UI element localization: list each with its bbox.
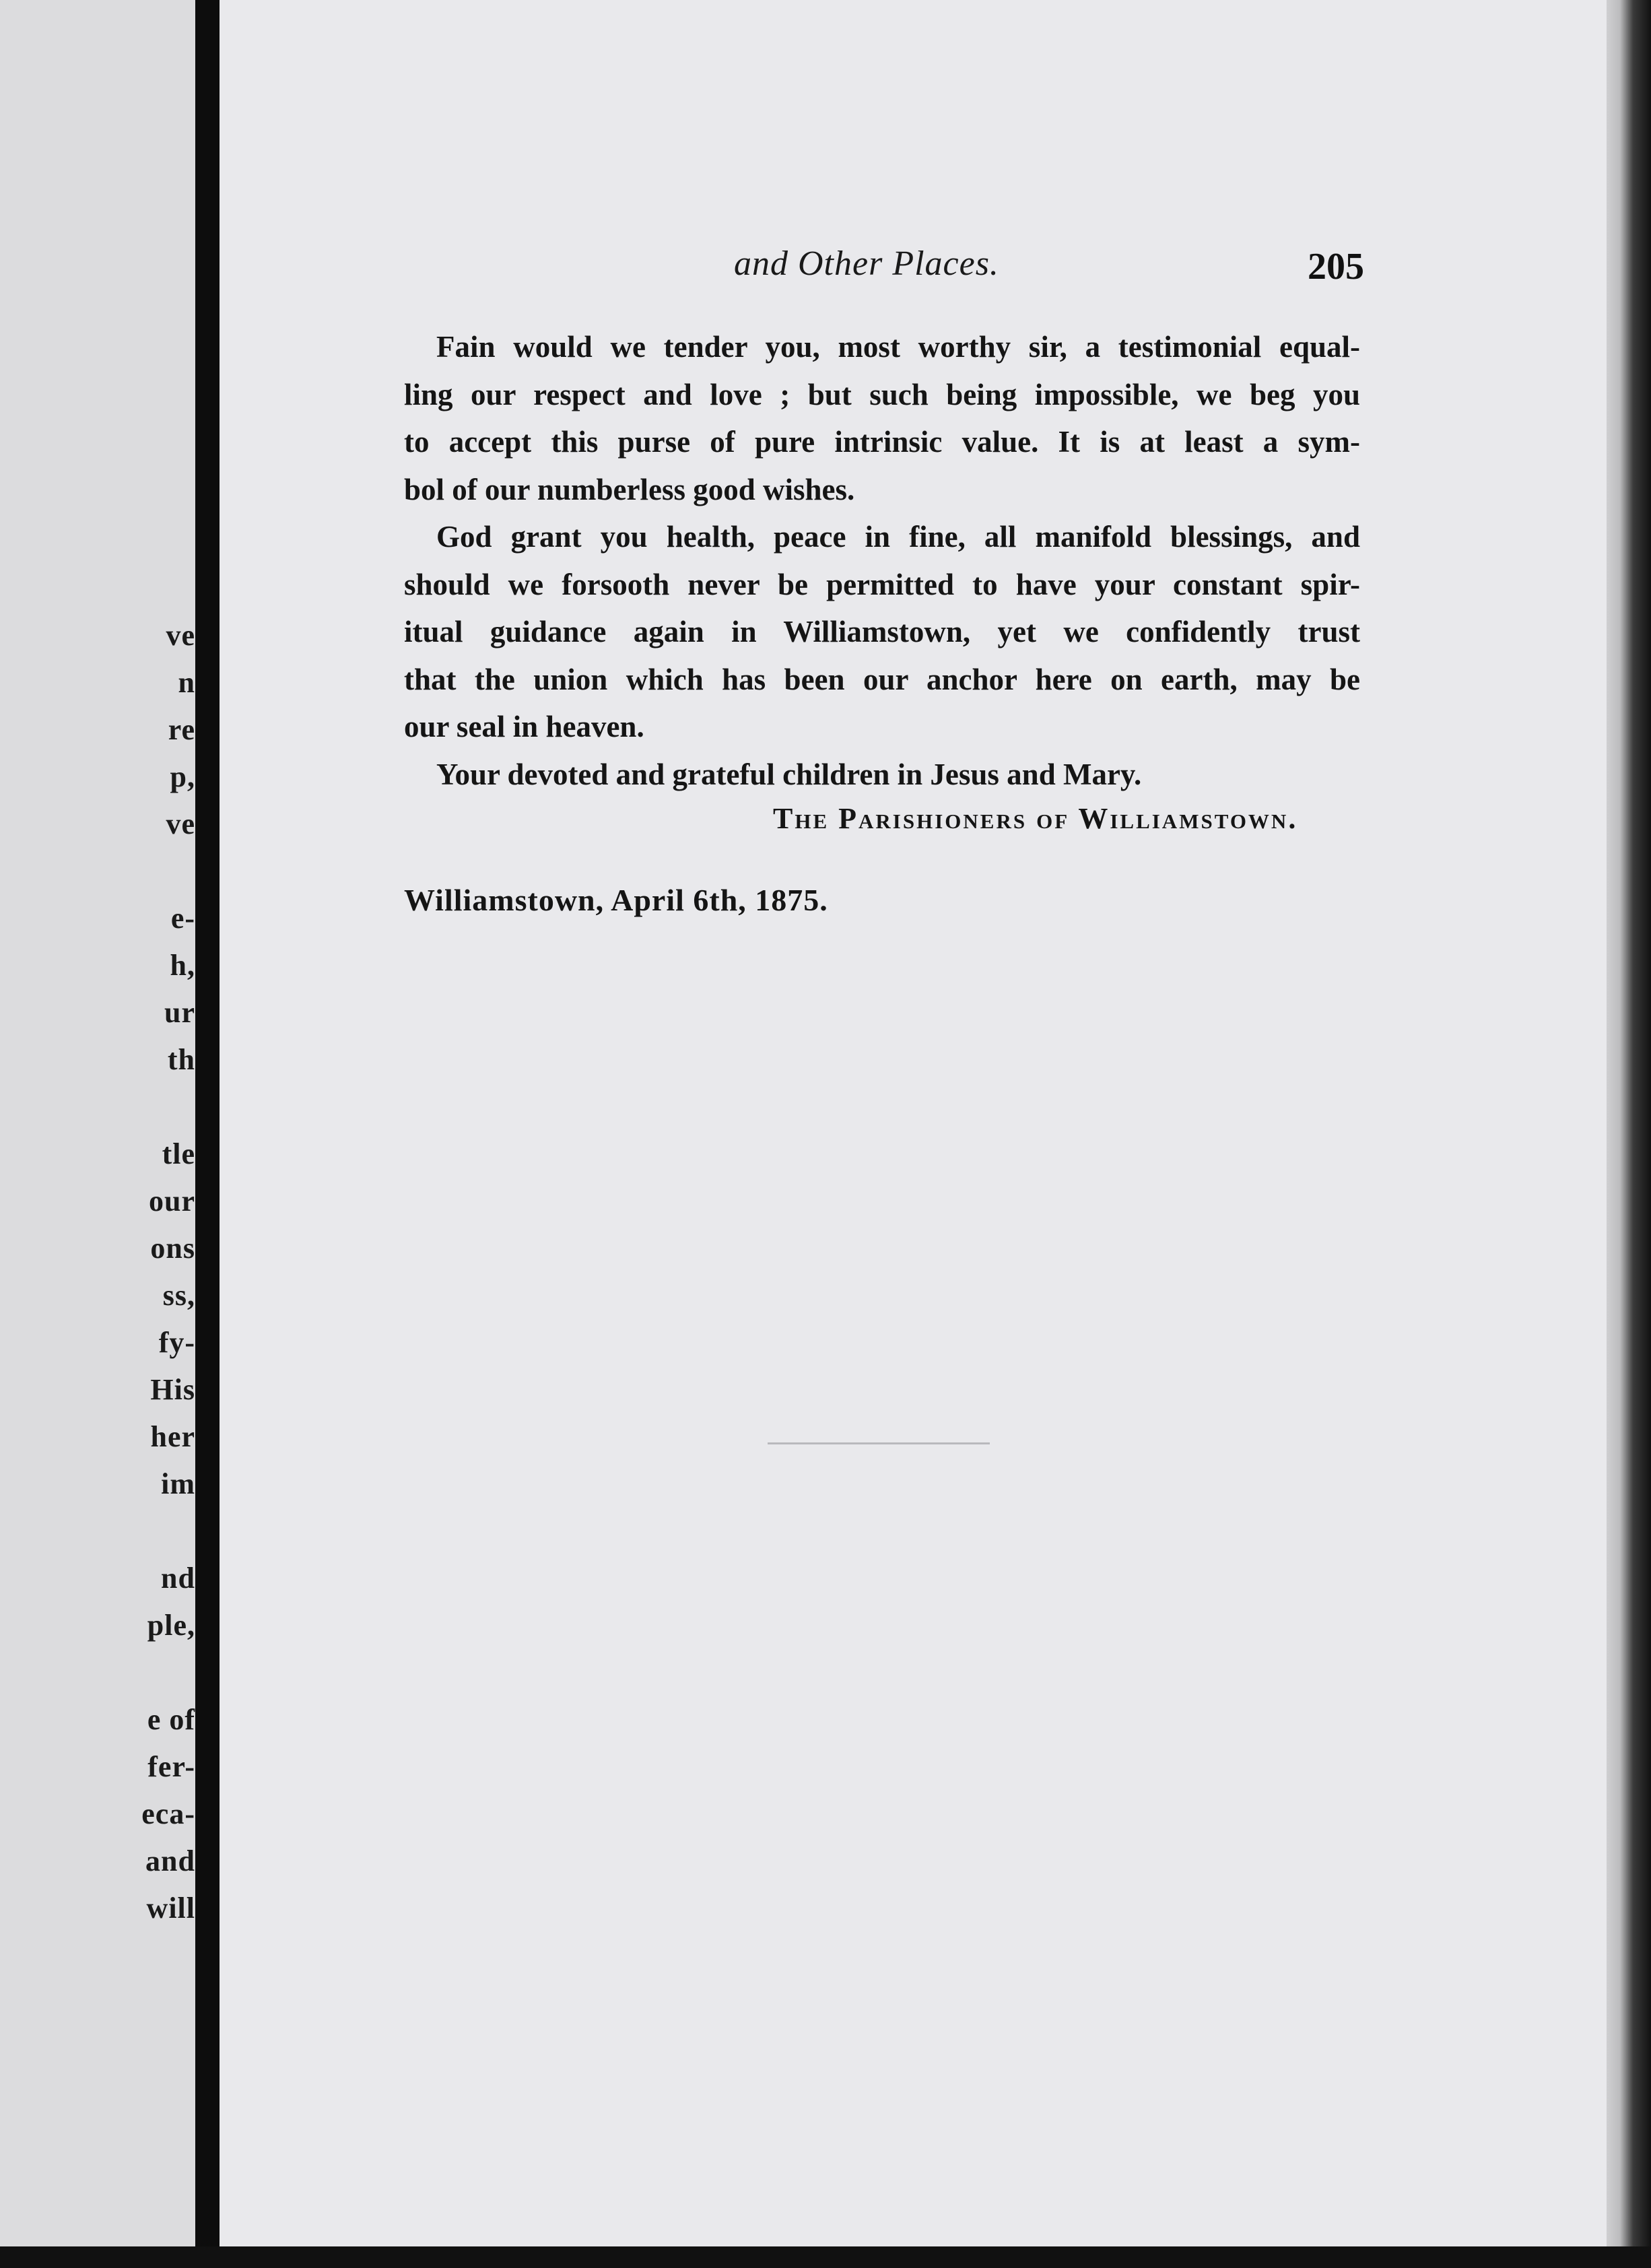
letter-body bbox=[404, 323, 1360, 798]
left-page bbox=[0, 0, 195, 2268]
left-page-fragment: ple, bbox=[147, 1609, 195, 1642]
page-gutter bbox=[195, 0, 220, 2268]
left-page-fragment: her bbox=[150, 1420, 195, 1453]
left-page-fragment: ss, bbox=[162, 1279, 195, 1312]
text-line: bol of our numberless good wishes. bbox=[404, 472, 855, 506]
paragraph-3 bbox=[404, 751, 1360, 799]
left-page-fragment: th bbox=[167, 1043, 195, 1076]
text-line: ling our respect and love ; but such being impossible, we beg you bbox=[404, 377, 1360, 411]
left-page-fragment: h, bbox=[170, 949, 195, 982]
page-number: 205 bbox=[1308, 246, 1364, 288]
left-page-fragment: nd bbox=[161, 1562, 195, 1595]
left-page-fragment: p, bbox=[170, 760, 195, 793]
left-page-fragment: will bbox=[146, 1892, 195, 1925]
date-line: Williamstown, April 6th, 1875. bbox=[404, 883, 828, 917]
left-page-fragment: fer- bbox=[147, 1750, 195, 1783]
text-line: Fain would we tender you, most worthy sir, a testimonial equal- bbox=[436, 330, 1360, 364]
scan-border bbox=[0, 2246, 1651, 2268]
signature: The Parishioners of Williamstown. bbox=[773, 802, 1298, 835]
left-page-fragment: e- bbox=[170, 902, 195, 935]
text-line: God grant you health, peace in fine, all manifold blessings, and bbox=[436, 520, 1360, 554]
text-line: itual guidance again in Williamstown, yet we confidently trust bbox=[404, 615, 1360, 648]
text-line: that the union which has been our anchor here on earth, may be bbox=[404, 662, 1360, 696]
page-edge bbox=[1607, 0, 1651, 2268]
left-page-fragment: re bbox=[168, 713, 195, 746]
running-head: and Other Places. bbox=[734, 244, 999, 283]
text-line: our seal in heaven. bbox=[404, 710, 644, 743]
left-page-fragment: n bbox=[178, 666, 195, 699]
left-page-fragment: ur bbox=[164, 996, 195, 1029]
left-page-fragment: and bbox=[145, 1844, 195, 1877]
text-line: Your devoted and grateful children in Jesus and Mary. bbox=[436, 757, 1142, 791]
left-page-fragment: ons bbox=[150, 1232, 195, 1265]
text-line: should we forsooth never be permitted to have your constant spir- bbox=[404, 567, 1360, 601]
left-page-fragment: fy- bbox=[158, 1326, 195, 1359]
left-page-fragment: ve bbox=[166, 807, 195, 840]
left-page-fragment: im bbox=[161, 1467, 195, 1500]
left-page-fragment: our bbox=[149, 1185, 195, 1218]
section-divider bbox=[768, 1442, 990, 1444]
left-page-fragment: e of bbox=[147, 1703, 195, 1736]
left-page-fragment: tle bbox=[162, 1137, 195, 1170]
left-page-fragment: ve bbox=[166, 619, 195, 652]
left-page-fragment: His bbox=[150, 1373, 195, 1406]
paragraph-1 bbox=[404, 323, 1360, 513]
left-page-fragment: eca- bbox=[141, 1797, 195, 1830]
paragraph-2 bbox=[404, 513, 1360, 751]
text-line: to accept this purse of pure intrinsic value. It is at least a sym- bbox=[404, 425, 1360, 459]
